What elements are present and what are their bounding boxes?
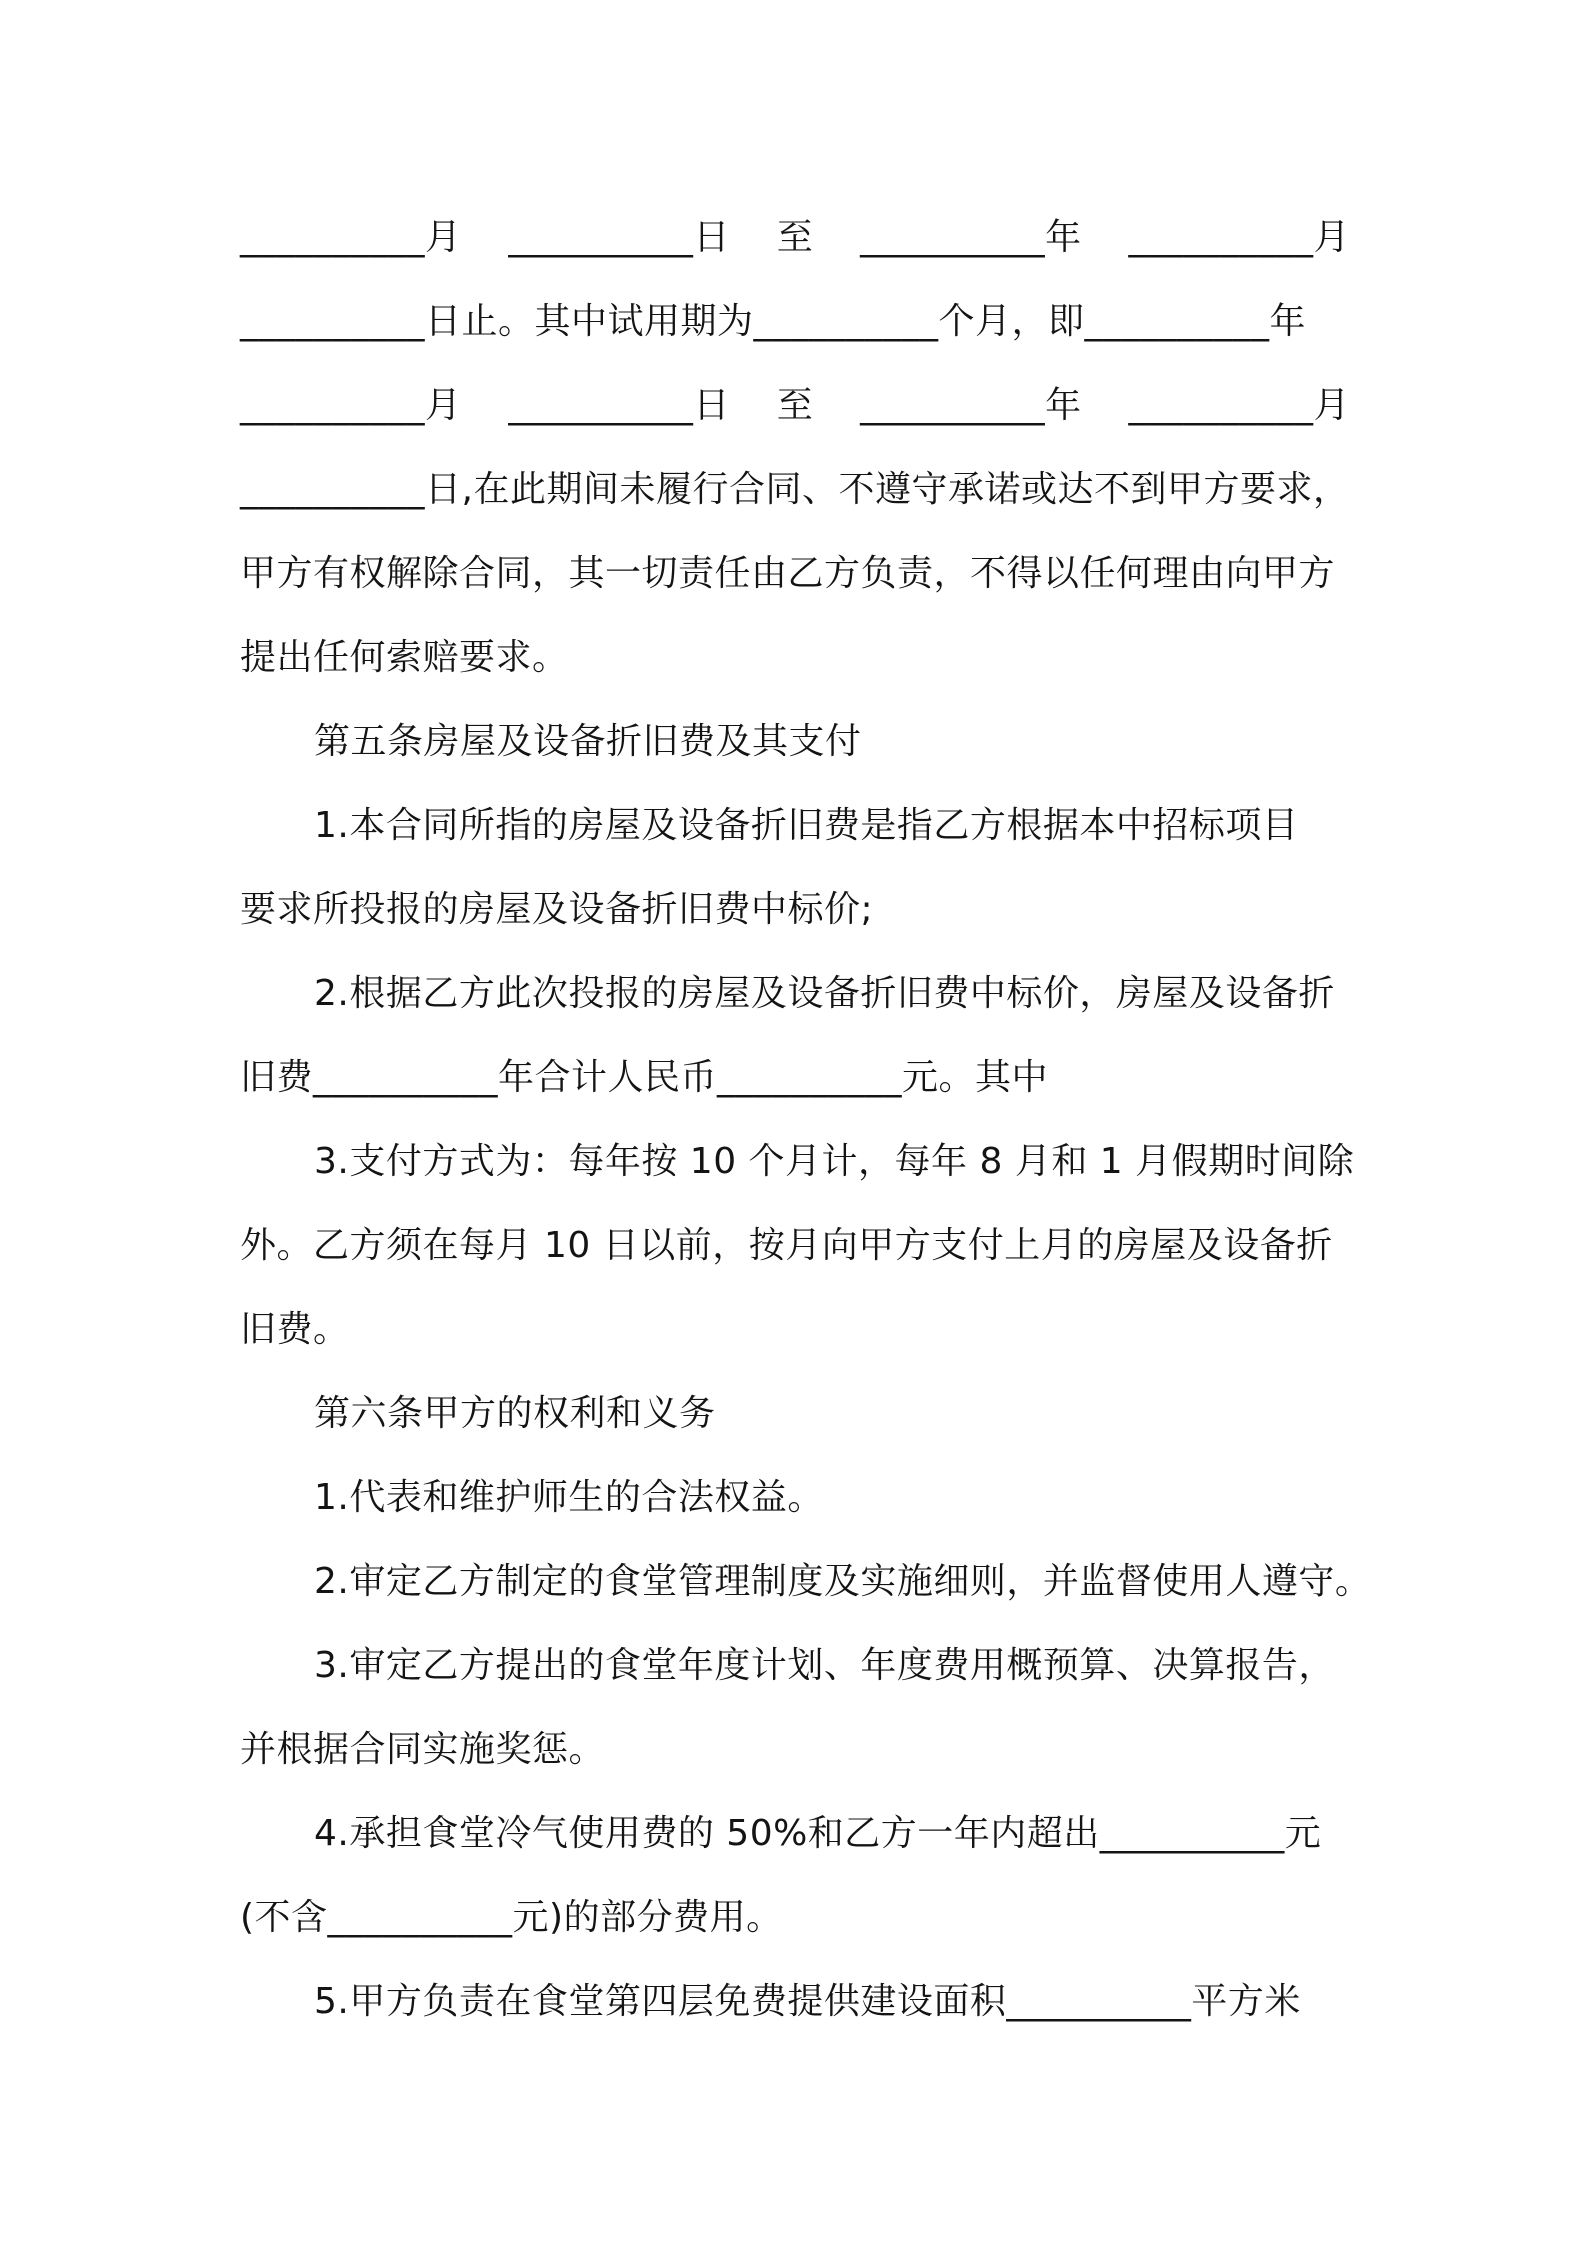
text-segment: __________年 [860,385,1082,426]
text-line [240,364,1350,448]
text-line: 4.承担食堂冷气使用费的 50%和乙方一年内超出__________元 [314,1813,1322,1854]
text-segment: __________月 [240,217,462,258]
text-line: 1.本合同所指的房屋及设备折旧费是指乙方根据本中招标项目 [314,805,1299,846]
text-line: 3.审定乙方提出的食堂年度计划、年度费用概预算、决算报告， [314,1645,1335,1686]
section-heading: 第五条房屋及设备折旧费及其支付 [314,721,862,762]
text-segment: __________月 [240,385,462,426]
text-segment: __________月 [1128,217,1350,258]
text-segment: __________年 [860,217,1082,258]
text-line: 要求所投报的房屋及设备折旧费中标价; [240,889,874,930]
text-line: 旧费__________年合计人民币__________元。其中 [240,1057,1049,1098]
text-line: 2.审定乙方制定的食堂管理制度及实施细则，并监督使用人遵守。 [314,1561,1372,1602]
text-line [240,196,1350,280]
text-line: 5.甲方负责在食堂第四层免费提供建设面积__________平方米 [314,1981,1301,2022]
text-line: 甲方有权解除合同，其一切责任由乙方负责，不得以任何理由向甲方 [240,553,1336,594]
text-line: 2.根据乙方此次投报的房屋及设备折旧费中标价，房屋及设备折 [314,973,1335,1014]
text-segment: 至 [776,385,814,426]
text-line: 旧费。 [240,1309,350,1350]
text-line: 提出任何索赔要求。 [240,637,569,678]
text-segment: __________日 [508,385,730,426]
text-line: 外。乙方须在每月 10 日以前，按月向甲方支付上月的房屋及设备折 [240,1225,1333,1266]
text-line: 3.支付方式为：每年按 10 个月计，每年 8 月和 1 月假期时间除 [314,1141,1355,1182]
text-line: (不含__________元)的部分费用。 [240,1897,783,1938]
document-body [240,196,1372,2044]
text-line: __________日止。其中试用期为__________个月，即__________年 [240,301,1307,342]
section-heading: 第六条甲方的权利和义务 [314,1393,716,1434]
text-line: __________日,在此期间未履行合同、不遵守承诺或达不到甲方要求， [240,469,1350,510]
text-segment: 至 [776,217,814,258]
text-segment: __________日 [508,217,730,258]
text-line: 1.代表和维护师生的合法权益。 [314,1477,824,1518]
text-line: 并根据合同实施奖惩。 [240,1729,606,1770]
text-segment: __________月 [1128,385,1350,426]
